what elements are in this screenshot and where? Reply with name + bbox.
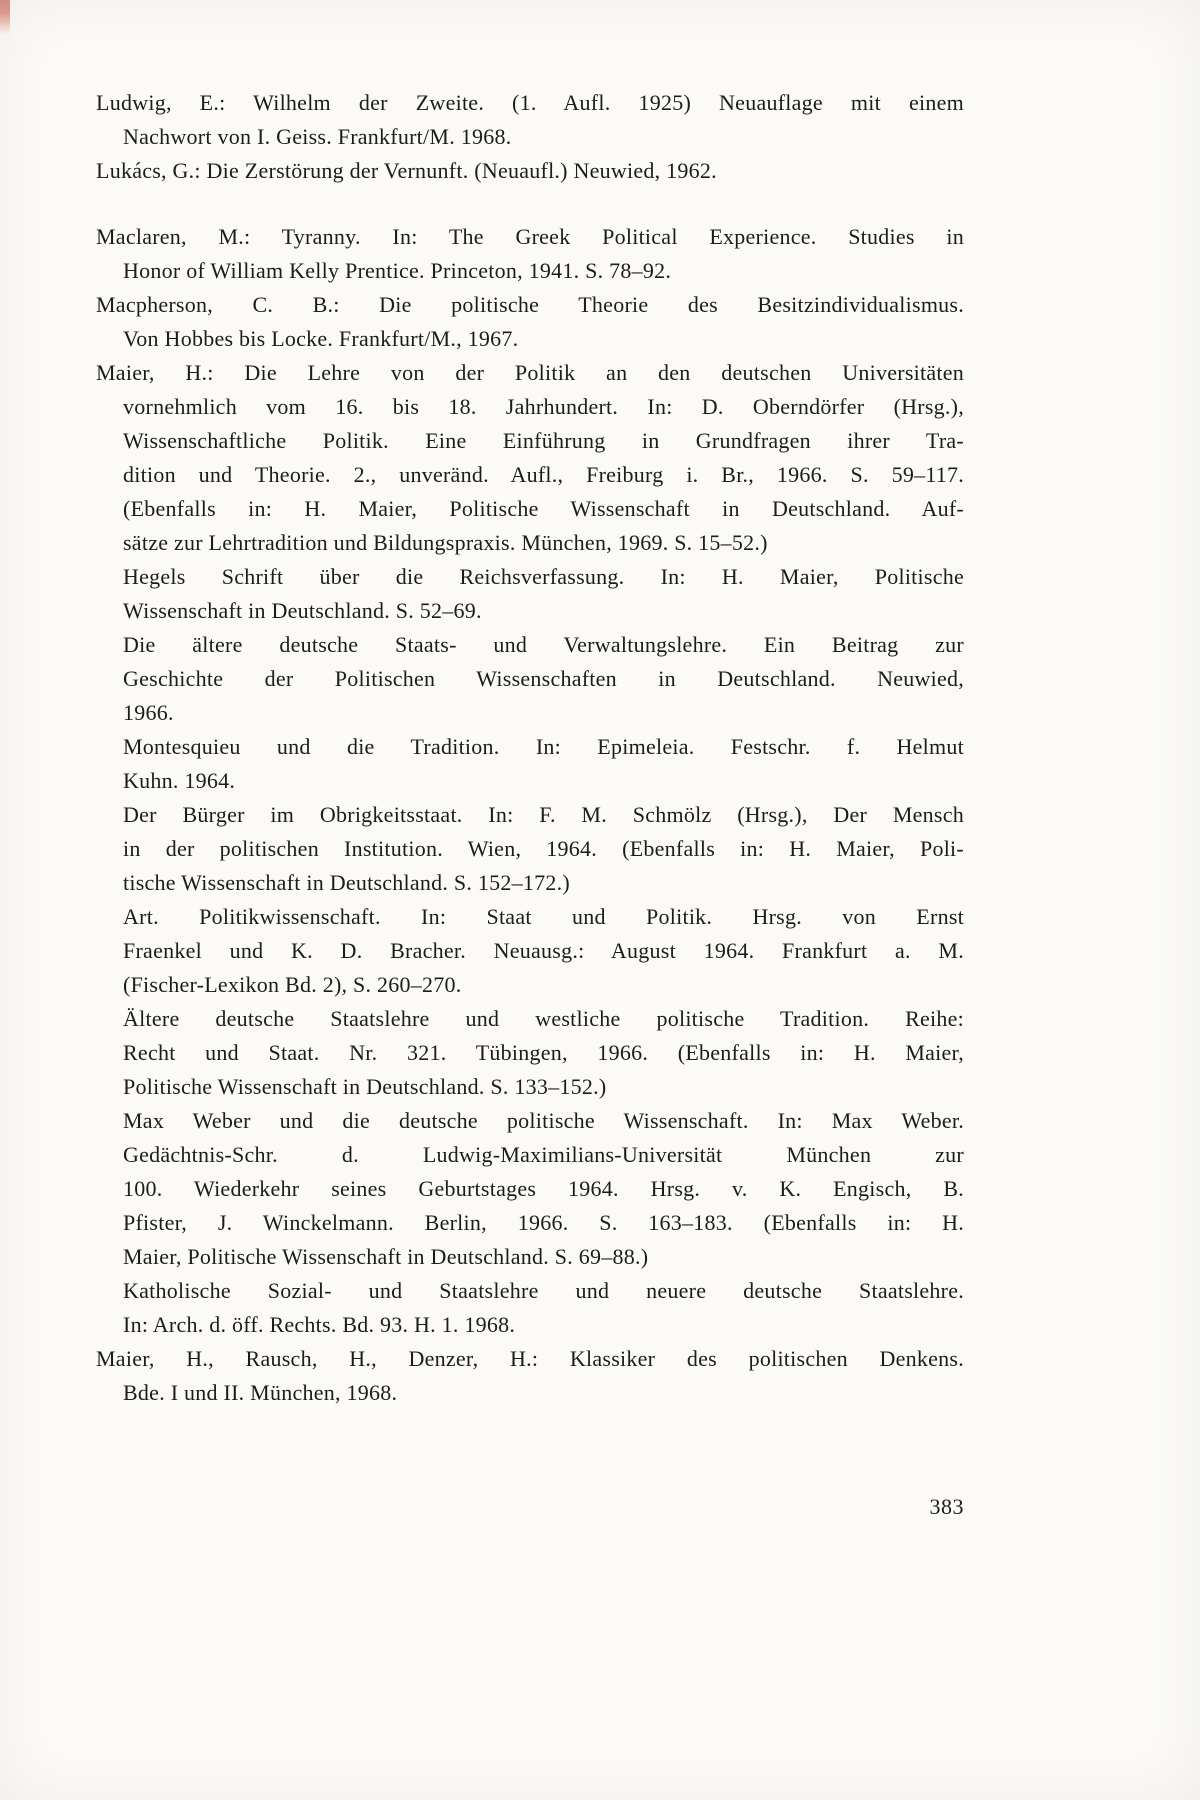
entry-line: Die ältere deutsche Staats- und Verwaltungslehre. Ein Beitrag zur bbox=[123, 632, 964, 657]
bibliography-entry-ludwig bbox=[96, 86, 964, 154]
bibliography-list bbox=[96, 86, 964, 1410]
entry-line: Politische Wissenschaft in Deutschland. S. 133–152.) bbox=[123, 1074, 607, 1099]
entry-line: Honor of William Kelly Prentice. Princeton, 1941. S. 78–92. bbox=[123, 258, 672, 283]
entry-line: Maier, H.: Die Lehre von der Politik an den deutschen Universitäten bbox=[96, 360, 964, 385]
bibliography-entry-maier-montesquieu bbox=[96, 730, 964, 798]
entry-line: Maier, H., Rausch, H., Denzer, H.: Klassiker des politischen Denkens. bbox=[96, 1346, 964, 1371]
entry-line: Wissenschaftliche Politik. Eine Einführung in Grundfragen ihrer Tra- bbox=[123, 428, 964, 453]
entry-line: Max Weber und die deutsche politische Wissenschaft. In: Max Weber. bbox=[123, 1108, 964, 1133]
bibliography-entry-maier-aeltere bbox=[96, 1002, 964, 1104]
entry-line: Kuhn. 1964. bbox=[123, 768, 236, 793]
entry-line: Ludwig, E.: Wilhelm der Zweite. (1. Aufl. 1925) Neuauflage mit einem bbox=[96, 90, 964, 115]
entry-line: Maier, Politische Wissenschaft in Deutschland. S. 69–88.) bbox=[123, 1244, 649, 1269]
entry-line: Gedächtnis-Schr. d. Ludwig-Maximilians-Universität München zur bbox=[123, 1142, 964, 1167]
entry-line: Macpherson, C. B.: Die politische Theorie des Besitzindividualismus. bbox=[96, 292, 964, 317]
entry-line: In: Arch. d. öff. Rechts. Bd. 93. H. 1. 1968. bbox=[123, 1312, 516, 1337]
bibliography-entry-maier-hegels bbox=[96, 560, 964, 628]
bibliography-entry-maier-katholische bbox=[96, 1274, 964, 1342]
entry-line: Recht und Staat. Nr. 321. Tübingen, 1966. (Ebenfalls in: H. Maier, bbox=[123, 1040, 964, 1065]
entry-line: Hegels Schrift über die Reichsverfassung. In: H. Maier, Politische bbox=[123, 564, 964, 589]
bibliography-entry-maier-rausch-denzer bbox=[96, 1342, 964, 1410]
entry-line: Geschichte der Politischen Wissenschaften in Deutschland. Neuwied, bbox=[123, 666, 964, 691]
entry-line: Bde. I und II. München, 1968. bbox=[123, 1380, 398, 1405]
entry-line: Lukács, G.: Die Zerstörung der Vernunft. (Neuaufl.) Neuwied, 1962. bbox=[96, 158, 717, 183]
entry-line: Wissenschaft in Deutschland. S. 52–69. bbox=[123, 598, 482, 623]
entry-line: Ältere deutsche Staatslehre und westliche politische Tradition. Reihe: bbox=[123, 1006, 964, 1031]
bibliography-entry-macpherson bbox=[96, 288, 964, 356]
entry-line: Maclaren, M.: Tyranny. In: The Greek Political Experience. Studies in bbox=[96, 224, 964, 249]
entry-line: sätze zur Lehrtradition und Bildungspraxis. München, 1969. S. 15–52.) bbox=[123, 530, 768, 555]
entry-line: Katholische Sozial- und Staatslehre und neuere deutsche Staatslehre. bbox=[123, 1278, 964, 1303]
bibliography-entry-maier-politikwissenschaft bbox=[96, 900, 964, 1002]
bibliography-entry-maier-buerger bbox=[96, 798, 964, 900]
entry-line: Fraenkel und K. D. Bracher. Neuausg.: August 1964. Frankfurt a. M. bbox=[123, 938, 964, 963]
entry-line: Art. Politikwissenschaft. In: Staat und Politik. Hrsg. von Ernst bbox=[123, 904, 964, 929]
bibliography-entry-maclaren bbox=[96, 220, 964, 288]
entry-line: Von Hobbes bis Locke. Frankfurt/M., 1967. bbox=[123, 326, 519, 351]
entry-line: tische Wissenschaft in Deutschland. S. 152–172.) bbox=[123, 870, 570, 895]
entry-line: Pfister, J. Winckelmann. Berlin, 1966. S. 163–183. (Ebenfalls in: H. bbox=[123, 1210, 964, 1235]
bibliography-entry-maier-lehre bbox=[96, 356, 964, 560]
bibliography-entry-maier-maxweber bbox=[96, 1104, 964, 1274]
entry-line: Montesquieu und die Tradition. In: Epimeleia. Festschr. f. Helmut bbox=[123, 734, 964, 759]
page-number: 383 bbox=[929, 1494, 964, 1519]
entry-line: Der Bürger im Obrigkeitsstaat. In: F. M. Schmölz (Hrsg.), Der Mensch bbox=[123, 802, 964, 827]
entry-line: 100. Wiederkehr seines Geburtstages 1964. Hrsg. v. K. Engisch, B. bbox=[123, 1176, 964, 1201]
entry-line: dition und Theorie. 2., unveränd. Aufl., Freiburg i. Br., 1966. S. 59–117. bbox=[123, 462, 964, 487]
entry-line: in der politischen Institution. Wien, 1964. (Ebenfalls in: H. Maier, Poli- bbox=[123, 836, 964, 861]
scan-artifact bbox=[0, 0, 10, 34]
entry-line: 1966. bbox=[123, 700, 174, 725]
entry-line: Nachwort von I. Geiss. Frankfurt/M. 1968. bbox=[123, 124, 512, 149]
entry-line: (Ebenfalls in: H. Maier, Politische Wissenschaft in Deutschland. Auf- bbox=[123, 496, 964, 521]
entry-line: (Fischer-Lexikon Bd. 2), S. 260–270. bbox=[123, 972, 462, 997]
bibliography-entry-maier-staatslehre bbox=[96, 628, 964, 730]
entry-line: vornehmlich vom 16. bis 18. Jahrhundert. In: D. Oberndörfer (Hrsg.), bbox=[123, 394, 964, 419]
bibliography-entry-lukacs bbox=[96, 154, 964, 188]
